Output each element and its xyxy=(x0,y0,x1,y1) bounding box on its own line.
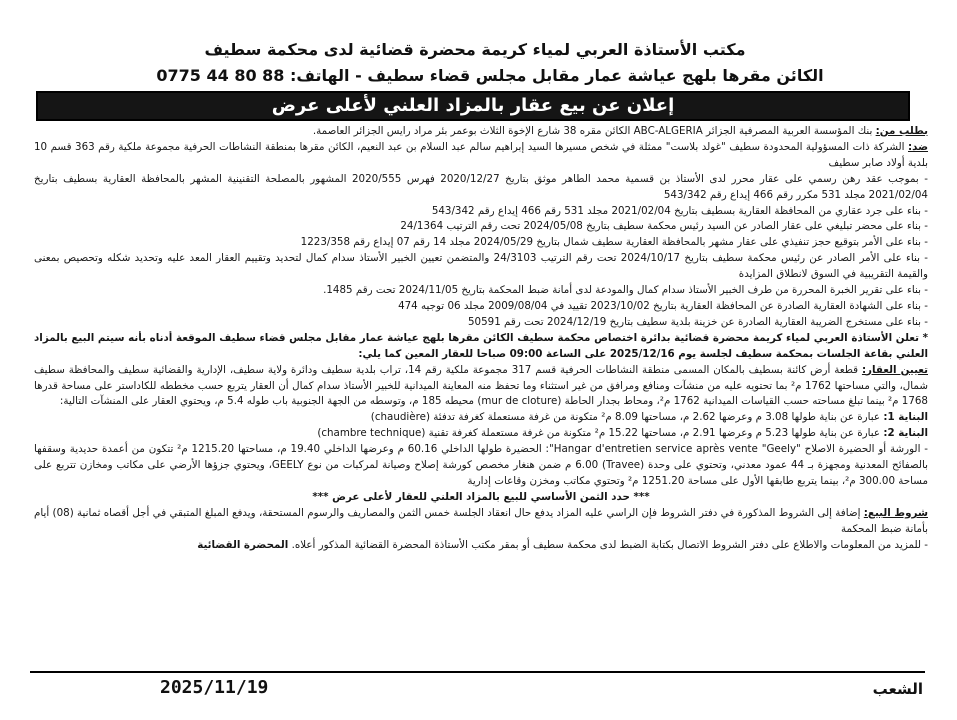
mortgage-paragraph: - بموجب عقد رهن رسمي على عقار محرر لدى الأستاذ بن قسمية محمد الطاهر موثق بتاريخ 2020/12/27 فهرس 2020/555 المشهور بالمصلحة التقنينية المشهر بالمحافظة العقارية بسطيف بتاريخ 2021/02/04 مجلد 531 مكرر رقم 466 إيداع رقم 543/342 xyxy=(34,172,928,201)
signature: المحضرة القضائية xyxy=(197,538,289,551)
more-info-text: - للمزيد من المعلومات والاطلاع على دفتر الشروط الاتصال بكتابة الضبط لدى محكمة سطيف أو بمقر مكتب الأستاذة المحضرة القضائية المذكور أعلاه. xyxy=(291,538,928,551)
sale-conditions-text: إضافة إلى الشروط المذكورة في دفتر الشروط فإن الراسي عليه المزاد يدفع حال انعقاد الجلسة خمس الثمن والمصاريف والرسوم المستحقة، ويدفع المبلغ المتبقي في أجل أقصاه ثمانية (08) أيام بأمانة ضبط المحكمة xyxy=(34,506,928,535)
building-2-text: عبارة عن بناية طولها 5.23 م وعرضها 2.91 م، مساحتها 15.22 م² متكونة من غرفة مستعملة كغرفة تقنية (chambre technique) xyxy=(317,427,881,440)
publication-date: 2025/11/19 xyxy=(160,677,269,698)
requester-label: بطلب من: xyxy=(875,125,928,137)
announcement-paragraph: * تعلن الأستاذة العربي لمياء كريمة محضرة قضائية بدائرة اختصاص محكمة سطيف الكائن مقرها بلهج عياشة عمار مقابل مجلس قضاء سطيف الموقعة أدناه بأنه سيتم البيع بالمزاد العلني بقاعة الجلسات بمحكمة سطيف لجلسة يوم 2025/12/16 على الساعة 09:00 صباحا للعقار المعين كما يلي: xyxy=(34,331,928,360)
defendant-label: ضد: xyxy=(908,140,929,153)
requester-text: بنك المؤسسة العربية المصرفية الجزائر ABC-ALGERIA الكائن مقره 38 شارع الإخوة الثلاث بوعمر بئر مراد رايس الجزائر العاصمة. xyxy=(312,125,873,137)
defendant-text: الشركة ذات المسؤولية المحدودة سطيف "غولد بلاست" ممثلة في شخص مسيرها السيد إبراهيم سالم عبد السلام بن عبد النعيم، الكائن مقرها بمنطقة النشاطات الحرفية مجموعة ملكية رقم 363 قسم 10 بلدية أولاد صابر سطيف xyxy=(34,140,928,169)
notification-paragraph: - بناء على محضر تبليغي على عقار الصادر عن السيد رئيس محكمة سطيف بتاريخ 2024/05/08 تحت رقم الترتيب 24/1364 xyxy=(400,220,928,233)
building-1-paragraph xyxy=(34,410,928,426)
defendant-paragraph xyxy=(34,140,928,172)
seizure-paragraph: - بناء على الأمر بتوقيع حجز تنفيذي على عقار مشهر بالمحافظة العقارية سطيف شمال بتاريخ 2024/05/29 مجلد 14 رقم 07 إيداع رقم 1223/358 xyxy=(300,236,928,249)
footer-divider xyxy=(30,671,925,673)
expert-order-paragraph: - بناء على الأمر الصادر عن رئيس محكمة سطيف بتاريخ 2024/10/17 تحت رقم الترتيب 24/3103 والمتضمن تعيين الخبير الأستاذ سدام كمال لتحديد وتقييم العقار المعد عليه وتحديد شكله وتحصيص بمعنى والقيمة التقريبية في السوق لانطلاق المزايدة xyxy=(34,252,928,281)
property-label: تعيين العقار: xyxy=(861,363,928,376)
building-1-label: البناية 1: xyxy=(883,411,928,424)
more-info-paragraph xyxy=(34,538,928,554)
office-name: مكتب الأستاذة العربي لمياء كريمة محضرة قضائية لدى محكمة سطيف xyxy=(204,40,746,59)
building-1-text: عبارة عن بناية طولها 3.08 م وعرضها 2.62 م، مساحتها 8.09 م² متكونة من غرفة مستعملة كغرفة تدفئة (chaudière) xyxy=(370,411,881,424)
inventory-paragraph: - بناء على جرد عقاري من المحافظة العقارية بسطيف بتاريخ 2021/02/04 مجلد 531 رقم 466 إيداع رقم 543/342 xyxy=(431,204,928,217)
notice-body xyxy=(34,124,928,553)
publication-name: الشعب xyxy=(872,680,923,698)
hangar-paragraph: - الورشة أو الحضيرة الاصلاح "Hangar d'entretien service après vente "Geely": الحضيرة طولها الداخلي 60.16 م وعرضها الداخلي 19.40 م، مساحتها 1215.20 م² تتكون من أعمدة حديدية وسقفها بالصفائح المعدنية ومجهزة بـ 44 عمود معدني، وتحتوي على وحدة (Travee) 6.00 م ضمن هنغار مخصص كورشة إصلاح وصيانة لمركبات من نوع GEELY، ويحتوي جزؤها الأرضي على مكاتب ومخازن تتربع على مساحة 300.00 م²، بينما يتربع طابقها الأول على مساحة 1251.20 م² وتحتوي مكاتب ومخزن وقاعات إدارية xyxy=(34,443,928,487)
property-paragraph xyxy=(34,363,928,411)
property-text: قطعة أرض كائنة بسطيف بالمكان المسمى منطقة النشاطات الحرفية قسم 317 مجموعة ملكية رقم 14، تراب بلدية سطيف ودائرة ولاية سطيف، الإدارية والقضائية سطيف والمحافظة سطيف شمال، والتي مساحتها 1762 م² بما تحتويه عليه من منشآت ومنافع ومرافق من غير استثناء وما تحفظ منه المعاينة الميدانية للخبير الأستاذ سدام كمال أن العقار يتربع حسب مخططه للكاداستر على مساحة قدرها 1768 م² بينما تبلغ مساحته حسب القياسات الميدانية 1762 م²، ومحاط بجدار الحاطة (mur de cloture) محيطه 185 م، وتوسطه من الجهة الجنوبية باب طوله 5.4 م، ويحتوي العقار على المنشآت التالية: xyxy=(34,363,928,408)
tax-extract-paragraph: - بناء على مستخرج الضريبة العقارية الصادرة عن خزينة بلدية سطيف بتاريخ 2024/12/19 تحت رقم 50591 xyxy=(467,315,928,328)
requester-paragraph xyxy=(34,124,928,140)
expert-report-paragraph: - بناء على تقرير الخبرة المحررة من طرف الخبير الأستاذ سدام كمال والمودعة لدى أمانة ضبط المحكمة بتاريخ 2024/11/05 تحت رقم 1485. xyxy=(323,284,928,297)
building-2-paragraph xyxy=(34,426,928,442)
base-price-line: *** حدد الثمن الأساسي للبيع بالمزاد العلني للعقار لأعلى عرض *** xyxy=(312,490,650,503)
notice-title: إعلان عن بيع عقار بالمزاد العلني لأعلى عرض xyxy=(36,91,910,121)
sale-conditions-paragraph xyxy=(34,506,928,538)
office-address: الكائن مقرها بلهج عياشة عمار مقابل مجلس قضاء سطيف - الهاتف: 88 80 44 0775 xyxy=(156,66,824,85)
land-certificate-paragraph: - بناء على الشهادة العقارية الصادرة عن المحافظة العقارية بتاريخ 2023/10/02 تقييد في 2009/08/04 مجلد 06 توجيه 474 xyxy=(398,299,928,312)
building-2-label: البناية 2: xyxy=(883,427,928,440)
sale-conditions-label: شروط البيع: xyxy=(863,506,928,519)
